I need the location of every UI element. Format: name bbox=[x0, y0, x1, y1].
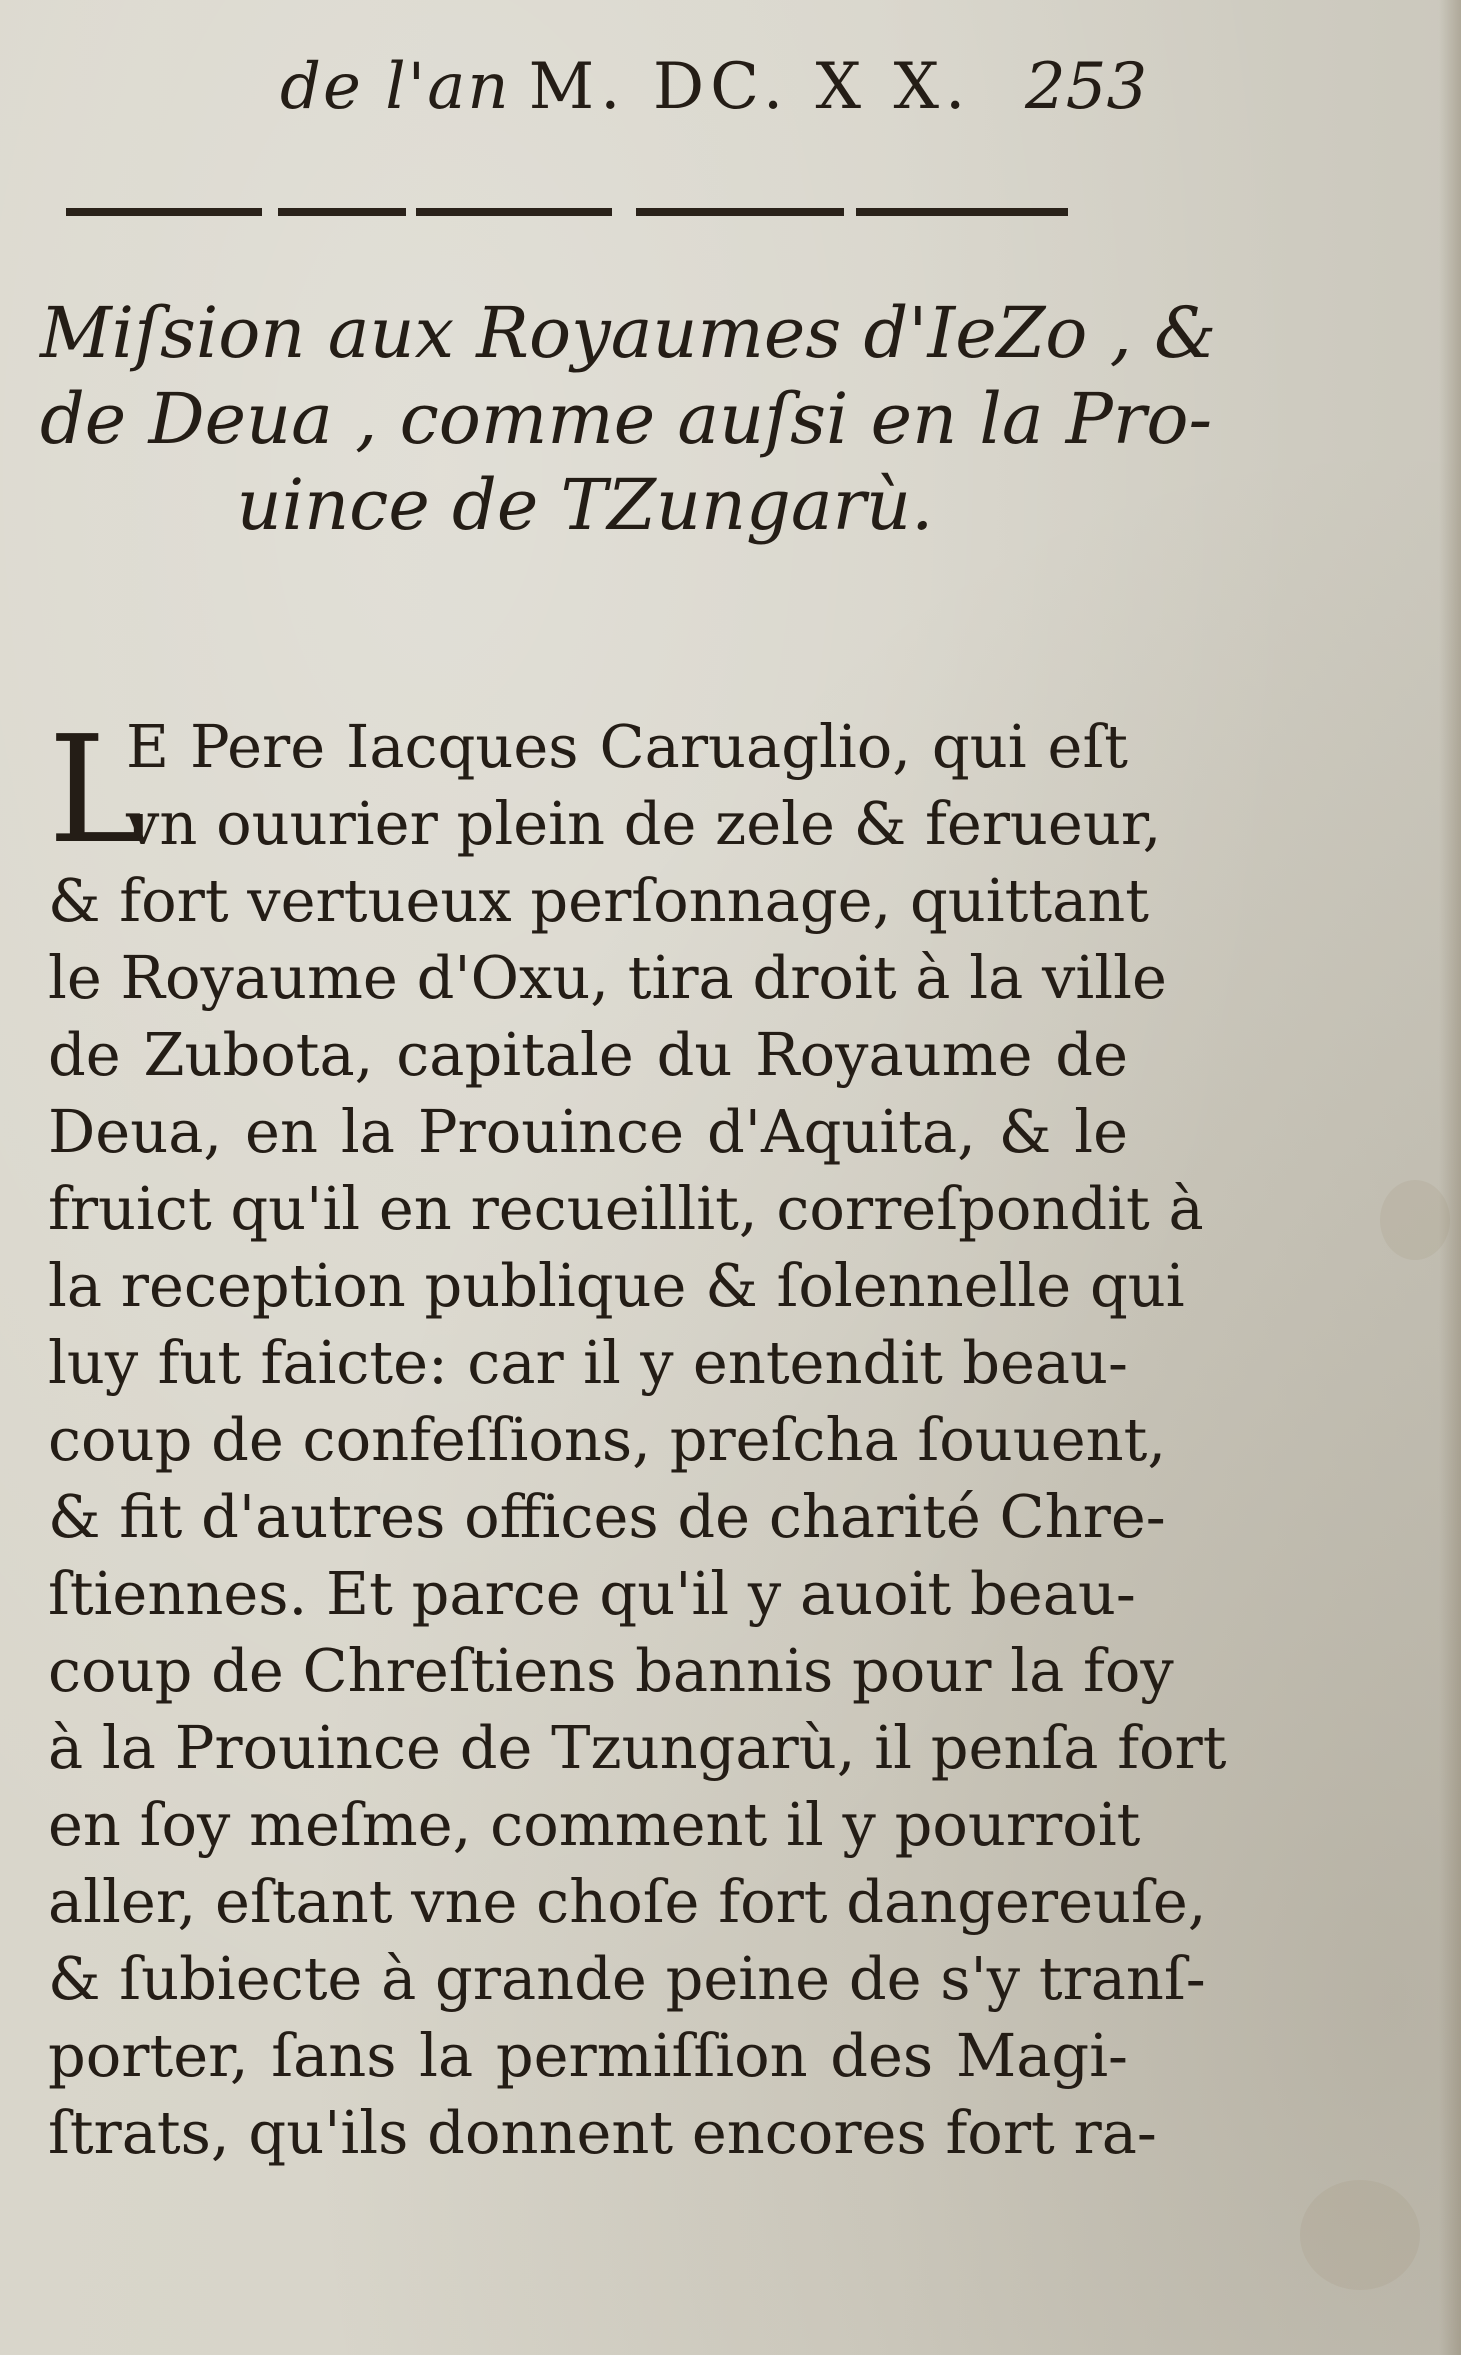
paper-stain bbox=[1300, 2180, 1420, 2290]
text-line: à la Prouince de Tzungarù, il penſa fort bbox=[48, 1713, 1227, 1782]
text-line: aller, eſtant vne choſe fort dangereuſe, bbox=[48, 1867, 1207, 1936]
text-line: vn ouurier plein de zele & ferueur, bbox=[126, 789, 1162, 858]
header-rule-segment bbox=[856, 208, 1068, 216]
page-header bbox=[0, 40, 1461, 130]
text-line: luy fut faicte: car il y entendit beau- bbox=[48, 1328, 1128, 1397]
text-line: coup de Chreſtiens bannis pour la foy bbox=[48, 1636, 1174, 1705]
page-number: 253 bbox=[1025, 50, 1148, 124]
text-line: Deua, en la Prouince d'Aquita, & le bbox=[48, 1097, 1128, 1166]
text-line: coup de confeſſions, preſcha ſouuent, bbox=[48, 1405, 1167, 1474]
chapter-title bbox=[40, 290, 1217, 548]
drop-cap: L bbox=[48, 704, 147, 876]
header-rule-segment bbox=[636, 208, 844, 216]
text-line: de Zubota, capitale du Royaume de bbox=[48, 1020, 1128, 1089]
running-head-year: M. DC. X X. bbox=[528, 50, 972, 124]
text-line: & fit d'autres offices de charité Chre- bbox=[48, 1482, 1166, 1551]
header-rule-segment bbox=[278, 208, 406, 216]
header-rule-segment bbox=[416, 208, 612, 216]
text-line: la reception publique & ſolennelle qui bbox=[48, 1251, 1185, 1320]
chapter-title-line: uince de TZungarù. bbox=[236, 464, 934, 546]
text-line: ſtrats, qu'ils donnent encores fort ra- bbox=[48, 2098, 1157, 2167]
body-text bbox=[48, 704, 1227, 2171]
page-edge-shadow bbox=[1439, 0, 1461, 2355]
text-line: & fort vertueux perſonnage, quittant bbox=[48, 866, 1149, 935]
text-line: porter, ſans la permiſſion des Magi- bbox=[48, 2021, 1128, 2090]
running-head bbox=[280, 50, 971, 124]
text-line: ſtiennes. Et parce qu'il y auoit beau- bbox=[48, 1559, 1136, 1628]
text-line: en ſoy meſme, comment il y pourroit bbox=[48, 1790, 1141, 1859]
text-line: fruict qu'il en recueillit, correſpondit à bbox=[48, 1174, 1204, 1243]
text-line: le Royaume d'Oxu, tira droit à la ville bbox=[48, 943, 1167, 1012]
header-rule-segment bbox=[66, 208, 262, 216]
text-line: E Pere Iacques Caruaglio, qui eſt bbox=[126, 712, 1128, 781]
running-head-italic: de l'an bbox=[280, 50, 511, 124]
text-line: & ſubiecte à grande peine de s'y tranſ- bbox=[48, 1944, 1206, 2013]
chapter-title-line: Miſsion aux Royaumes d'IeZo , & bbox=[40, 292, 1217, 374]
chapter-title-line: de Deua , comme auſsi en la Pro- bbox=[40, 378, 1213, 460]
